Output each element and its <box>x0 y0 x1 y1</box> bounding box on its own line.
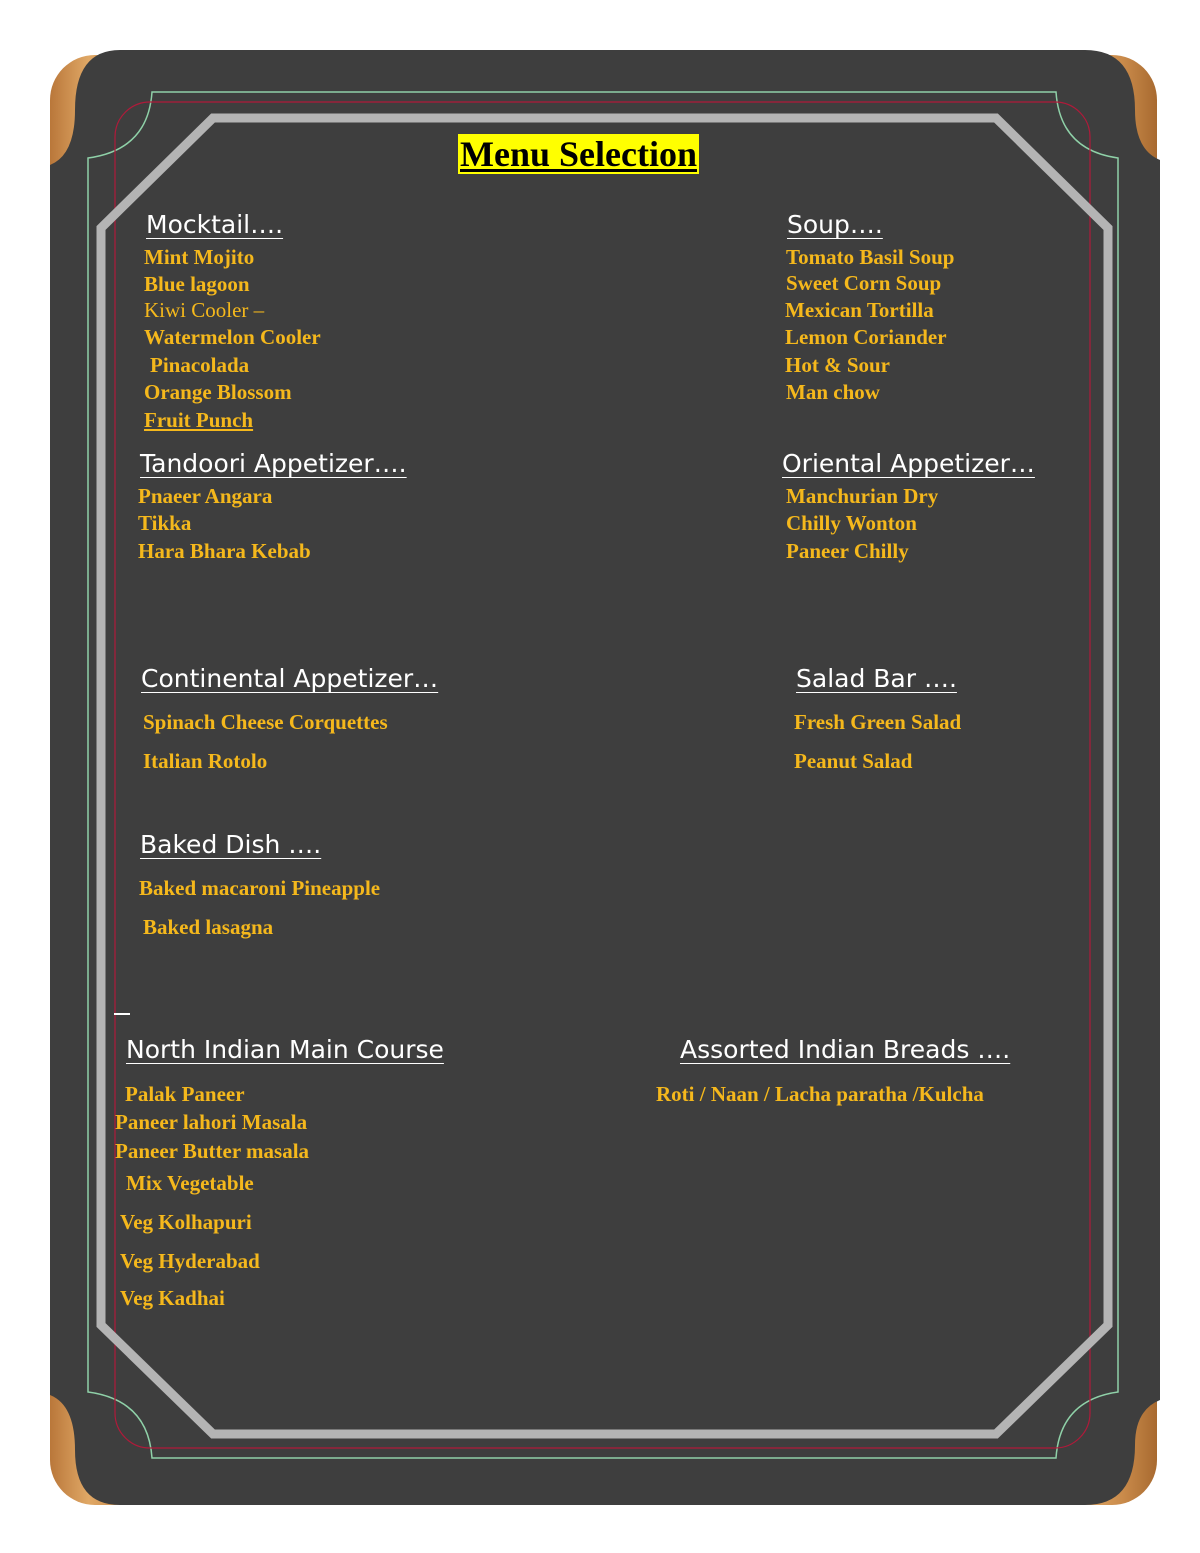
continental-heading: Continental Appetizer… <box>141 664 439 693</box>
menu-item: Pnaeer Angara <box>138 484 273 508</box>
menu-item: Veg Kadhai <box>120 1286 225 1310</box>
menu-item: Baked lasagna <box>143 915 274 939</box>
menu-item: Spinach Cheese Corquettes <box>143 710 388 734</box>
breads-heading: Assorted Indian Breads …. <box>680 1035 1011 1064</box>
menu-item: Veg Kolhapuri <box>120 1210 252 1234</box>
menu-item: Blue lagoon <box>144 272 250 296</box>
menu-item: Paneer Chilly <box>786 539 909 563</box>
menu-item: Roti / Naan / Lacha paratha /Kulcha <box>656 1082 984 1106</box>
baked-heading: Baked Dish …. <box>140 830 322 859</box>
oriental-heading: Oriental Appetizer… <box>782 449 1035 478</box>
menu-item: Fresh Green Salad <box>794 710 962 734</box>
menu-item: Mint Mojito <box>144 245 255 269</box>
soup-heading: Soup…. <box>787 210 883 239</box>
menu-item: Paneer Butter masala <box>115 1139 310 1163</box>
menu-item: Hot & Sour <box>785 353 890 377</box>
north-indian-heading: North Indian Main Course <box>126 1035 444 1064</box>
menu-item: Tomato Basil Soup <box>786 245 955 269</box>
menu-item: Mexican Tortilla <box>785 298 934 322</box>
menu-item: Fruit Punch <box>144 408 254 432</box>
mocktail-heading: Mocktail…. <box>146 210 284 239</box>
menu-item: Mix Vegetable <box>126 1171 254 1195</box>
menu-item: Sweet Corn Soup <box>786 271 942 295</box>
menu-item: Chilly Wonton <box>786 511 917 535</box>
menu-item: Watermelon Cooler <box>144 325 321 349</box>
menu-item: Lemon Coriander <box>785 325 947 349</box>
menu-item: Manchurian Dry <box>786 484 939 508</box>
menu-item: Baked macaroni Pineapple <box>139 876 381 900</box>
menu-item: Italian Rotolo <box>143 749 268 773</box>
tandoori-heading: Tandoori Appetizer…. <box>140 449 407 478</box>
menu-item: Hara Bhara Kebab <box>138 539 311 563</box>
menu-item: Veg Hyderabad <box>120 1249 260 1273</box>
salad-heading: Salad Bar …. <box>796 664 957 693</box>
menu-item: Tikka <box>138 511 192 535</box>
menu-item: Man chow <box>786 380 880 404</box>
menu-item: Pinacolada <box>150 353 250 377</box>
menu-item: Paneer lahori Masala <box>115 1110 308 1134</box>
menu-item: Palak Paneer <box>125 1082 245 1106</box>
menu-title: Menu Selection <box>460 134 697 174</box>
menu-item: Kiwi Cooler – <box>144 298 265 322</box>
stray-dash <box>114 1013 130 1015</box>
menu-item: Peanut Salad <box>794 749 913 773</box>
menu-item: Orange Blossom <box>144 380 292 404</box>
